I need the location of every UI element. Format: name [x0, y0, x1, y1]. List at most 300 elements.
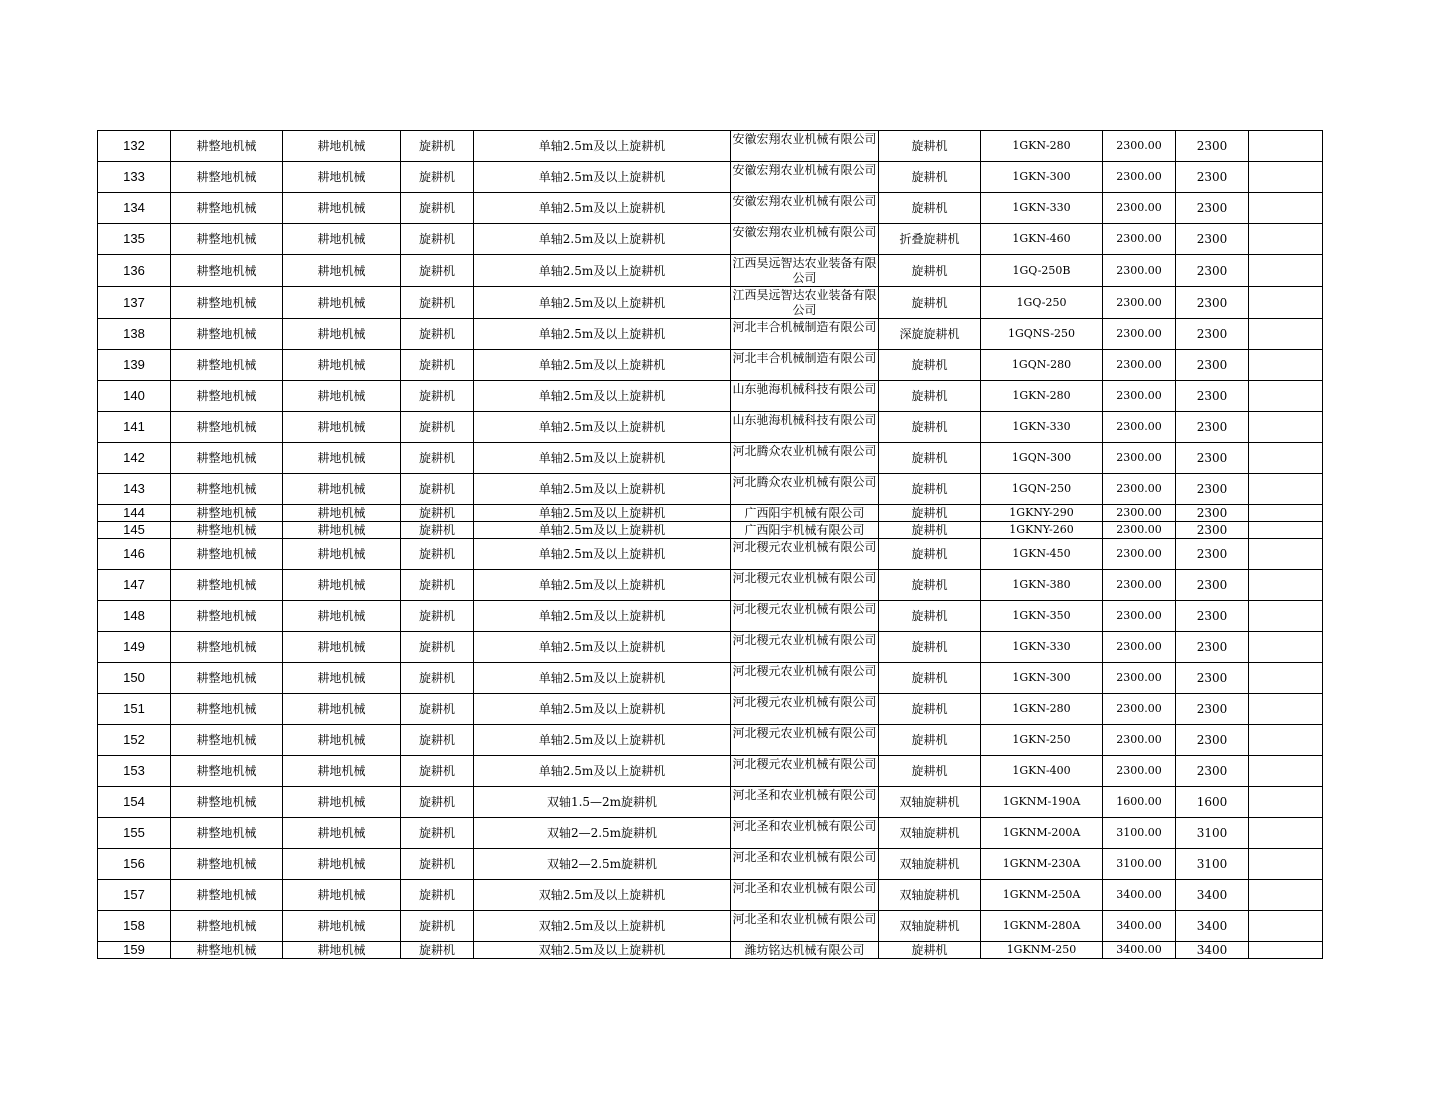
- manufacturer-cell: 江西昊远智达农业装备有限公司: [732, 256, 877, 285]
- subsidy-amount-cell: 2300.00: [1103, 224, 1176, 255]
- table-row: [98, 287, 1323, 319]
- remark-cell: [1249, 818, 1323, 849]
- category-cell: 耕整地机械: [171, 193, 283, 224]
- subcategory-cell: 耕地机械: [283, 522, 401, 539]
- subcategory-cell: 耕地机械: [283, 255, 401, 287]
- category-cell: 耕整地机械: [171, 911, 283, 942]
- remark-cell: [1249, 224, 1323, 255]
- grade-cell: 单轴2.5m及以上旋耕机: [474, 725, 731, 756]
- row-number: 132: [98, 131, 171, 162]
- category-cell: 耕整地机械: [171, 787, 283, 818]
- table-row: [98, 849, 1323, 880]
- row-number: 136: [98, 255, 171, 287]
- category-cell: 耕整地机械: [171, 725, 283, 756]
- grade-cell: 双轴2—2.5m旋耕机: [474, 849, 731, 880]
- grade-cell: 双轴1.5—2m旋耕机: [474, 787, 731, 818]
- model-cell: 1GKN-280: [981, 381, 1103, 412]
- model-cell: 1GKN-330: [981, 632, 1103, 663]
- category-cell: 耕整地机械: [171, 632, 283, 663]
- model-cell: 1GKNM-250: [981, 942, 1103, 959]
- model-cell: 1GQ-250: [981, 287, 1103, 319]
- category-cell: 耕整地机械: [171, 663, 283, 694]
- table-row: [98, 131, 1323, 162]
- row-number: 138: [98, 319, 171, 350]
- subsidy-integer-cell: 2300: [1176, 505, 1249, 522]
- product-name-cell: 旋耕机: [879, 162, 981, 193]
- item-cell: 旋耕机: [401, 522, 474, 539]
- subsidy-amount-cell: 2300.00: [1103, 412, 1176, 443]
- product-name-cell: 旋耕机: [879, 505, 981, 522]
- subsidy-integer-cell: 3400: [1176, 942, 1249, 959]
- manufacturer-cell: 河北腾众农业机械有限公司: [731, 443, 879, 474]
- table-row: [98, 694, 1323, 725]
- remark-cell: [1249, 725, 1323, 756]
- grade-cell: 单轴2.5m及以上旋耕机: [474, 632, 731, 663]
- grade-cell: 双轴2.5m及以上旋耕机: [474, 942, 731, 959]
- product-name-cell: 旋耕机: [879, 663, 981, 694]
- subsidy-integer-cell: 3400: [1176, 911, 1249, 942]
- product-name-cell: 深旋旋耕机: [879, 319, 981, 350]
- item-cell: 旋耕机: [401, 287, 474, 319]
- row-number: 154: [98, 787, 171, 818]
- subsidy-amount-cell: 2300.00: [1103, 443, 1176, 474]
- row-number: 144: [98, 505, 171, 522]
- subcategory-cell: 耕地机械: [283, 849, 401, 880]
- grade-cell: 单轴2.5m及以上旋耕机: [474, 162, 731, 193]
- remark-cell: [1249, 412, 1323, 443]
- model-cell: 1GKN-300: [981, 162, 1103, 193]
- product-name-cell: 旋耕机: [879, 725, 981, 756]
- grade-cell: 单轴2.5m及以上旋耕机: [474, 505, 731, 522]
- item-cell: 旋耕机: [401, 193, 474, 224]
- subsidy-amount-cell: 2300.00: [1103, 539, 1176, 570]
- table-row: [98, 505, 1323, 522]
- subsidy-integer-cell: 2300: [1176, 287, 1249, 319]
- model-cell: 1GQN-250: [981, 474, 1103, 505]
- category-cell: 耕整地机械: [171, 381, 283, 412]
- item-cell: 旋耕机: [401, 539, 474, 570]
- subsidy-table: [97, 130, 1323, 959]
- remark-cell: [1249, 632, 1323, 663]
- subsidy-amount-cell: 3100.00: [1103, 849, 1176, 880]
- remark-cell: [1249, 601, 1323, 632]
- category-cell: 耕整地机械: [171, 849, 283, 880]
- model-cell: 1GQN-280: [981, 350, 1103, 381]
- table-row: [98, 632, 1323, 663]
- item-cell: 旋耕机: [401, 942, 474, 959]
- item-cell: 旋耕机: [401, 162, 474, 193]
- table-row: [98, 319, 1323, 350]
- subsidy-integer-cell: 2300: [1176, 756, 1249, 787]
- category-cell: 耕整地机械: [171, 522, 283, 539]
- manufacturer-cell: 河北圣和农业机械有限公司: [731, 911, 879, 942]
- row-number: 158: [98, 911, 171, 942]
- model-cell: 1GKN-400: [981, 756, 1103, 787]
- item-cell: 旋耕机: [401, 601, 474, 632]
- row-number: 146: [98, 539, 171, 570]
- grade-cell: 单轴2.5m及以上旋耕机: [474, 224, 731, 255]
- table-row: [98, 162, 1323, 193]
- item-cell: 旋耕机: [401, 880, 474, 911]
- grade-cell: 单轴2.5m及以上旋耕机: [474, 474, 731, 505]
- category-cell: 耕整地机械: [171, 287, 283, 319]
- subsidy-integer-cell: 2300: [1176, 412, 1249, 443]
- subsidy-integer-cell: 2300: [1176, 443, 1249, 474]
- grade-cell: 双轴2.5m及以上旋耕机: [474, 911, 731, 942]
- grade-cell: 单轴2.5m及以上旋耕机: [474, 255, 731, 287]
- remark-cell: [1249, 522, 1323, 539]
- category-cell: 耕整地机械: [171, 319, 283, 350]
- grade-cell: 单轴2.5m及以上旋耕机: [474, 412, 731, 443]
- manufacturer-cell: 安徽宏翔农业机械有限公司: [731, 131, 879, 162]
- product-name-cell: 旋耕机: [879, 412, 981, 443]
- model-cell: 1GKNM-200A: [981, 818, 1103, 849]
- product-name-cell: 旋耕机: [879, 694, 981, 725]
- row-number: 157: [98, 880, 171, 911]
- manufacturer-cell: 河北稷元农业机械有限公司: [731, 694, 879, 725]
- product-name-cell: 旋耕机: [879, 474, 981, 505]
- remark-cell: [1249, 663, 1323, 694]
- subcategory-cell: 耕地机械: [283, 412, 401, 443]
- table-row: [98, 911, 1323, 942]
- subcategory-cell: 耕地机械: [283, 942, 401, 959]
- manufacturer-cell: 广西阳宇机械有限公司: [731, 505, 879, 522]
- category-cell: 耕整地机械: [171, 224, 283, 255]
- remark-cell: [1249, 193, 1323, 224]
- manufacturer-cell: 山东驰海机械科技有限公司: [731, 381, 879, 412]
- item-cell: 旋耕机: [401, 505, 474, 522]
- subcategory-cell: 耕地机械: [283, 505, 401, 522]
- row-number: 153: [98, 756, 171, 787]
- item-cell: 旋耕机: [401, 663, 474, 694]
- category-cell: 耕整地机械: [171, 539, 283, 570]
- remark-cell: [1249, 570, 1323, 601]
- subsidy-amount-cell: 1600.00: [1103, 787, 1176, 818]
- grade-cell: 单轴2.5m及以上旋耕机: [474, 381, 731, 412]
- subsidy-integer-cell: 3400: [1176, 880, 1249, 911]
- subsidy-integer-cell: 2300: [1176, 570, 1249, 601]
- item-cell: 旋耕机: [401, 694, 474, 725]
- subsidy-amount-cell: 2300.00: [1103, 632, 1176, 663]
- model-cell: 1GKN-350: [981, 601, 1103, 632]
- subsidy-integer-cell: 2300: [1176, 663, 1249, 694]
- item-cell: 旋耕机: [401, 381, 474, 412]
- product-name-cell: 旋耕机: [879, 193, 981, 224]
- model-cell: 1GKN-250: [981, 725, 1103, 756]
- row-number: 134: [98, 193, 171, 224]
- product-name-cell: 旋耕机: [879, 287, 981, 319]
- model-cell: 1GKNY-290: [981, 505, 1103, 522]
- grade-cell: 单轴2.5m及以上旋耕机: [474, 663, 731, 694]
- subsidy-amount-cell: 2300.00: [1103, 663, 1176, 694]
- table-row: [98, 412, 1323, 443]
- model-cell: 1GKN-460: [981, 224, 1103, 255]
- manufacturer-cell: 江西昊远智达农业装备有限公司: [732, 288, 877, 317]
- manufacturer-cell: 安徽宏翔农业机械有限公司: [731, 162, 879, 193]
- subcategory-cell: 耕地机械: [283, 632, 401, 663]
- subsidy-integer-cell: 2300: [1176, 632, 1249, 663]
- subcategory-cell: 耕地机械: [283, 350, 401, 381]
- subsidy-integer-cell: 2300: [1176, 255, 1249, 287]
- subsidy-amount-cell: 2300.00: [1103, 193, 1176, 224]
- manufacturer-cell: 河北腾众农业机械有限公司: [731, 474, 879, 505]
- product-name-cell: 旋耕机: [879, 443, 981, 474]
- item-cell: 旋耕机: [401, 412, 474, 443]
- grade-cell: 单轴2.5m及以上旋耕机: [474, 443, 731, 474]
- category-cell: 耕整地机械: [171, 505, 283, 522]
- grade-cell: 单轴2.5m及以上旋耕机: [474, 694, 731, 725]
- row-number: 145: [98, 522, 171, 539]
- row-number: 133: [98, 162, 171, 193]
- subsidy-amount-cell: 2300.00: [1103, 570, 1176, 601]
- table-row: [98, 570, 1323, 601]
- row-number: 135: [98, 224, 171, 255]
- model-cell: 1GKNM-280A: [981, 911, 1103, 942]
- grade-cell: 单轴2.5m及以上旋耕机: [474, 601, 731, 632]
- subcategory-cell: 耕地机械: [283, 381, 401, 412]
- item-cell: 旋耕机: [401, 911, 474, 942]
- row-number: 143: [98, 474, 171, 505]
- grade-cell: 单轴2.5m及以上旋耕机: [474, 522, 731, 539]
- remark-cell: [1249, 942, 1323, 959]
- manufacturer-cell: 河北稷元农业机械有限公司: [731, 632, 879, 663]
- table-row: [98, 818, 1323, 849]
- item-cell: 旋耕机: [401, 632, 474, 663]
- item-cell: 旋耕机: [401, 131, 474, 162]
- table-row: [98, 443, 1323, 474]
- item-cell: 旋耕机: [401, 570, 474, 601]
- item-cell: 旋耕机: [401, 849, 474, 880]
- table-row: [98, 350, 1323, 381]
- subsidy-integer-cell: 2300: [1176, 522, 1249, 539]
- subcategory-cell: 耕地机械: [283, 756, 401, 787]
- product-name-cell: 双轴旋耕机: [879, 787, 981, 818]
- product-name-cell: 旋耕机: [879, 522, 981, 539]
- item-cell: 旋耕机: [401, 756, 474, 787]
- category-cell: 耕整地机械: [171, 880, 283, 911]
- manufacturer-cell: 广西阳宇机械有限公司: [731, 522, 879, 539]
- subcategory-cell: 耕地机械: [283, 694, 401, 725]
- grade-cell: 双轴2—2.5m旋耕机: [474, 818, 731, 849]
- grade-cell: 单轴2.5m及以上旋耕机: [474, 570, 731, 601]
- category-cell: 耕整地机械: [171, 818, 283, 849]
- model-cell: 1GKN-280: [981, 694, 1103, 725]
- subcategory-cell: 耕地机械: [283, 319, 401, 350]
- manufacturer-cell: 河北圣和农业机械有限公司: [731, 787, 879, 818]
- row-number: 140: [98, 381, 171, 412]
- model-cell: 1GKNM-230A: [981, 849, 1103, 880]
- remark-cell: [1249, 350, 1323, 381]
- table-row: [98, 725, 1323, 756]
- row-number: 156: [98, 849, 171, 880]
- model-cell: 1GKN-450: [981, 539, 1103, 570]
- product-name-cell: 旋耕机: [879, 942, 981, 959]
- category-cell: 耕整地机械: [171, 474, 283, 505]
- row-number: 152: [98, 725, 171, 756]
- product-name-cell: 旋耕机: [879, 756, 981, 787]
- product-name-cell: 旋耕机: [879, 601, 981, 632]
- manufacturer-cell: 河北稷元农业机械有限公司: [731, 756, 879, 787]
- item-cell: 旋耕机: [401, 443, 474, 474]
- subsidy-amount-cell: 2300.00: [1103, 162, 1176, 193]
- manufacturer-cell: 河北稷元农业机械有限公司: [731, 539, 879, 570]
- subsidy-amount-cell: 2300.00: [1103, 131, 1176, 162]
- subsidy-amount-cell: 3100.00: [1103, 818, 1176, 849]
- remark-cell: [1249, 255, 1323, 287]
- subsidy-integer-cell: 2300: [1176, 601, 1249, 632]
- product-name-cell: 双轴旋耕机: [879, 849, 981, 880]
- category-cell: 耕整地机械: [171, 756, 283, 787]
- item-cell: 旋耕机: [401, 319, 474, 350]
- subsidy-amount-cell: 2300.00: [1103, 725, 1176, 756]
- subsidy-amount-cell: 2300.00: [1103, 255, 1176, 287]
- product-name-cell: 旋耕机: [879, 255, 981, 287]
- subcategory-cell: 耕地机械: [283, 193, 401, 224]
- remark-cell: [1249, 911, 1323, 942]
- row-number: 149: [98, 632, 171, 663]
- grade-cell: 单轴2.5m及以上旋耕机: [474, 193, 731, 224]
- model-cell: 1GKNM-190A: [981, 787, 1103, 818]
- subsidy-amount-cell: 3400.00: [1103, 942, 1176, 959]
- product-name-cell: 旋耕机: [879, 570, 981, 601]
- subcategory-cell: 耕地机械: [283, 818, 401, 849]
- manufacturer-cell: 河北稷元农业机械有限公司: [731, 570, 879, 601]
- subsidy-amount-cell: 2300.00: [1103, 694, 1176, 725]
- table-row: [98, 539, 1323, 570]
- model-cell: 1GKNY-260: [981, 522, 1103, 539]
- model-cell: 1GKN-300: [981, 663, 1103, 694]
- remark-cell: [1249, 162, 1323, 193]
- table-row: [98, 787, 1323, 818]
- category-cell: 耕整地机械: [171, 131, 283, 162]
- manufacturer-cell: 河北稷元农业机械有限公司: [731, 725, 879, 756]
- grade-cell: 单轴2.5m及以上旋耕机: [474, 539, 731, 570]
- manufacturer-cell: 安徽宏翔农业机械有限公司: [731, 224, 879, 255]
- subsidy-amount-cell: 3400.00: [1103, 911, 1176, 942]
- subsidy-integer-cell: 2300: [1176, 350, 1249, 381]
- row-number: 148: [98, 601, 171, 632]
- item-cell: 旋耕机: [401, 474, 474, 505]
- subcategory-cell: 耕地机械: [283, 725, 401, 756]
- remark-cell: [1249, 539, 1323, 570]
- subsidy-integer-cell: 2300: [1176, 131, 1249, 162]
- remark-cell: [1249, 381, 1323, 412]
- manufacturer-cell: 山东驰海机械科技有限公司: [731, 412, 879, 443]
- row-number: 155: [98, 818, 171, 849]
- product-name-cell: 旋耕机: [879, 381, 981, 412]
- product-name-cell: 折叠旋耕机: [879, 224, 981, 255]
- subcategory-cell: 耕地机械: [283, 131, 401, 162]
- product-name-cell: 双轴旋耕机: [879, 911, 981, 942]
- category-cell: 耕整地机械: [171, 350, 283, 381]
- subsidy-integer-cell: 2300: [1176, 725, 1249, 756]
- model-cell: 1GKN-330: [981, 193, 1103, 224]
- table-row: [98, 601, 1323, 632]
- model-cell: 1GQNS-250: [981, 319, 1103, 350]
- subsidy-amount-cell: 2300.00: [1103, 522, 1176, 539]
- subsidy-amount-cell: 2300.00: [1103, 505, 1176, 522]
- manufacturer-cell: 潍坊铭达机械有限公司: [731, 942, 879, 959]
- manufacturer-cell: 河北圣和农业机械有限公司: [731, 818, 879, 849]
- product-name-cell: 旋耕机: [879, 539, 981, 570]
- subsidy-amount-cell: 2300.00: [1103, 319, 1176, 350]
- item-cell: 旋耕机: [401, 255, 474, 287]
- manufacturer-cell: 河北丰合机械制造有限公司: [731, 319, 879, 350]
- subsidy-amount-cell: 2300.00: [1103, 381, 1176, 412]
- model-cell: 1GKNM-250A: [981, 880, 1103, 911]
- remark-cell: [1249, 505, 1323, 522]
- item-cell: 旋耕机: [401, 787, 474, 818]
- row-number: 147: [98, 570, 171, 601]
- table-row: [98, 381, 1323, 412]
- model-cell: 1GQN-300: [981, 443, 1103, 474]
- remark-cell: [1249, 474, 1323, 505]
- subsidy-integer-cell: 3100: [1176, 849, 1249, 880]
- subsidy-amount-cell: 2300.00: [1103, 756, 1176, 787]
- manufacturer-cell: 河北稷元农业机械有限公司: [731, 663, 879, 694]
- category-cell: 耕整地机械: [171, 255, 283, 287]
- grade-cell: 单轴2.5m及以上旋耕机: [474, 131, 731, 162]
- category-cell: 耕整地机械: [171, 601, 283, 632]
- subsidy-integer-cell: 2300: [1176, 694, 1249, 725]
- row-number: 141: [98, 412, 171, 443]
- table-row: [98, 663, 1323, 694]
- subcategory-cell: 耕地机械: [283, 570, 401, 601]
- grade-cell: 单轴2.5m及以上旋耕机: [474, 319, 731, 350]
- item-cell: 旋耕机: [401, 818, 474, 849]
- subsidy-integer-cell: 3100: [1176, 818, 1249, 849]
- subcategory-cell: 耕地机械: [283, 911, 401, 942]
- subsidy-integer-cell: 2300: [1176, 162, 1249, 193]
- subcategory-cell: 耕地机械: [283, 162, 401, 193]
- subcategory-cell: 耕地机械: [283, 224, 401, 255]
- model-cell: 1GKN-380: [981, 570, 1103, 601]
- subcategory-cell: 耕地机械: [283, 787, 401, 818]
- category-cell: 耕整地机械: [171, 412, 283, 443]
- row-number: 142: [98, 443, 171, 474]
- table-row: [98, 880, 1323, 911]
- subsidy-integer-cell: 2300: [1176, 319, 1249, 350]
- category-cell: 耕整地机械: [171, 162, 283, 193]
- table-row: [98, 756, 1323, 787]
- subsidy-amount-cell: 2300.00: [1103, 350, 1176, 381]
- grade-cell: 双轴2.5m及以上旋耕机: [474, 880, 731, 911]
- subsidy-amount-cell: 3400.00: [1103, 880, 1176, 911]
- subsidy-integer-cell: 2300: [1176, 381, 1249, 412]
- remark-cell: [1249, 849, 1323, 880]
- category-cell: 耕整地机械: [171, 570, 283, 601]
- subcategory-cell: 耕地机械: [283, 474, 401, 505]
- remark-cell: [1249, 319, 1323, 350]
- table-row: [98, 193, 1323, 224]
- row-number: 139: [98, 350, 171, 381]
- remark-cell: [1249, 787, 1323, 818]
- remark-cell: [1249, 694, 1323, 725]
- subsidy-integer-cell: 2300: [1176, 224, 1249, 255]
- remark-cell: [1249, 880, 1323, 911]
- subsidy-integer-cell: 2300: [1176, 474, 1249, 505]
- table-row: [98, 224, 1323, 255]
- manufacturer-cell: 河北稷元农业机械有限公司: [731, 601, 879, 632]
- subsidy-amount-cell: 2300.00: [1103, 474, 1176, 505]
- product-name-cell: 旋耕机: [879, 350, 981, 381]
- remark-cell: [1249, 131, 1323, 162]
- item-cell: 旋耕机: [401, 725, 474, 756]
- subsidy-integer-cell: 1600: [1176, 787, 1249, 818]
- subcategory-cell: 耕地机械: [283, 539, 401, 570]
- table-row: [98, 942, 1323, 959]
- category-cell: 耕整地机械: [171, 942, 283, 959]
